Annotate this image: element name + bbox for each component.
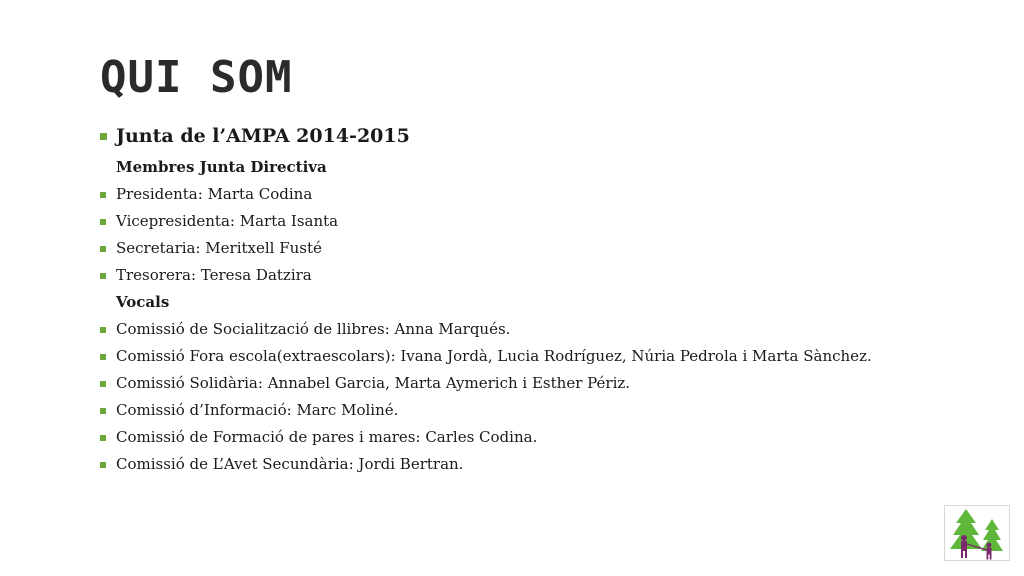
list-item [100,208,980,235]
heading-row [100,120,980,152]
board-member: Secretaria: Meritxell Fusté [116,239,322,257]
square-bullet-icon [100,435,106,441]
committee-entry: Comissió Solidària: Annabel Garcia, Marta Aymerich i Esther Périz. [116,374,631,392]
board-member: Vicepresidenta: Marta Isanta [116,212,339,230]
list-item [100,316,980,343]
board-member: Tresorera: Teresa Datzira [116,266,312,284]
list-item [100,424,980,451]
committee-entry: Comissió de Socialització de llibres: Anna Marqués. [116,320,511,338]
slide-heading: Junta de l’AMPA 2014-2015 [116,125,410,147]
section-label-board: Membres Junta Directiva [116,158,327,176]
square-bullet-icon [100,354,106,360]
tree-figures-logo-icon [944,505,1010,561]
square-bullet-icon [100,192,106,198]
square-bullet-icon [100,462,106,468]
list-item [100,343,980,370]
square-bullet-icon [100,327,106,333]
list-item [100,181,980,208]
section-label-vocals: Vocals [116,293,170,311]
list-item [100,397,980,424]
square-bullet-icon [100,408,106,414]
slide-content [100,120,980,478]
list-item [100,262,980,289]
square-bullet-icon [100,246,106,252]
list-item [100,235,980,262]
slide-title: QUI SOM [100,52,293,103]
list-item [100,370,980,397]
square-bullet-icon [100,273,106,279]
committee-entry: Comissió Fora escola(extraescolars): Ivana Jordà, Lucia Rodríguez, Núria Pedrola i Marta Sànchez. [116,347,872,365]
square-bullet-icon [100,381,106,387]
list-item [100,451,980,478]
committee-entry: Comissió de L’Avet Secundària: Jordi Bertran. [116,455,464,473]
committee-entry: Comissió de Formació de pares i mares: Carles Codina. [116,428,538,446]
committee-entry: Comissió d’Informació: Marc Moliné. [116,401,399,419]
square-bullet-icon [100,219,106,225]
board-member: Presidenta: Marta Codina [116,185,313,203]
square-bullet-icon [100,133,107,140]
